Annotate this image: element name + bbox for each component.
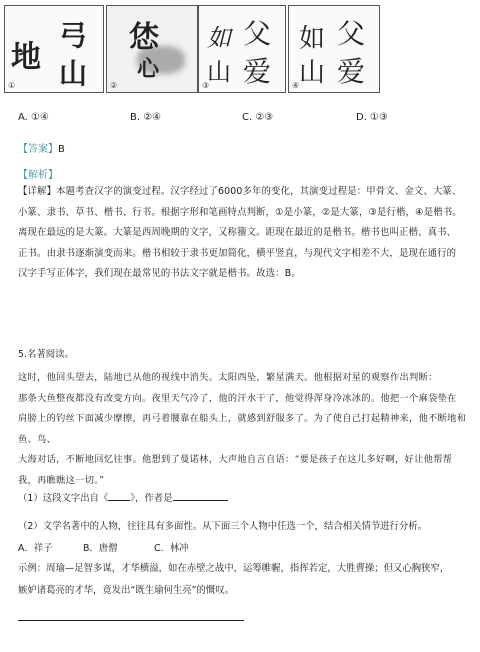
- panel2-glyph-mid: 心: [137, 56, 160, 82]
- detail-line: 【详解】本题考查汉字的演变过程。汉字经过了6000多年的变化，其演变过程是：甲骨文、金文、大篆、: [18, 186, 462, 197]
- panel4-glyph-3: 爱: [337, 55, 366, 88]
- author-blank[interactable]: [173, 491, 228, 501]
- calligraphy-panel-1: [4, 5, 104, 93]
- book-title-blank[interactable]: [108, 491, 130, 501]
- sub1-prefix: （1）这段文字出自《: [18, 493, 109, 504]
- panel3-glyph-2: 如: [207, 24, 231, 52]
- passage-line: 这时，他回头望去，陆地已从他的视线中消失。太阳西坠，繁星满天。他根据对星的观察作出判断：: [18, 372, 438, 383]
- detail-paragraph: [18, 182, 478, 285]
- answer-blank-line[interactable]: [18, 620, 244, 621]
- panel4-glyph-2: 如: [299, 24, 326, 54]
- panel3-glyph-1: 父: [243, 17, 272, 50]
- passage-line: 大海对话，不断地回忆往事。他想到了曼诺林，大声地自言自语：“要是孩子在这儿多好啊，好让他帮帮: [18, 454, 453, 465]
- calligraphy-panel-2: [106, 5, 198, 93]
- answer-tag: 【答案】: [18, 144, 58, 155]
- option-a: A. ①④: [18, 112, 49, 123]
- detail-line: 小篆、隶书、草书、楷书、行书。根据字形和笔画特点判断，①是小篆，②是大篆，③是行楷，④是楷书。: [18, 206, 462, 218]
- passage-line: 肩膀上的钓丝下面减少摩擦，再弓着腰靠在船头上，就感到舒服多了。为了使自己打起精神来，他不断地和鱼、鸟、: [18, 413, 467, 445]
- choice-b: B．唐僧: [82, 543, 118, 554]
- question5-passage: [18, 368, 478, 491]
- choice-a: A．祥子: [18, 543, 53, 554]
- detail-line: 正书。由隶书逐渐演变而来。楷书相较于隶书更加简化，横平竖直，与现代文字相差不大，是现在通行的: [18, 247, 457, 259]
- panel1-glyph-top: 弓: [59, 19, 88, 52]
- example-answer: [18, 558, 478, 602]
- panel2-glyph-top: 恷: [129, 20, 159, 55]
- panel3-glyph-4: 山: [207, 58, 231, 86]
- sub1-mid: 》，作者是: [130, 493, 173, 504]
- analysis-tag: 【解析】: [18, 170, 58, 181]
- sub-question-2: （2）文学名著中的人物，往往具有多面性。从下面三个人物中任选一个，结合相关情节进行分析。: [18, 521, 428, 532]
- question5-heading: 5.名著阅读。: [18, 349, 74, 360]
- answer-line: [18, 140, 65, 155]
- option-b: B. ②④: [130, 112, 162, 123]
- option-c: C. ②③: [242, 112, 274, 123]
- example-line: 示例：周瑜—足智多谋，才华横溢，如在赤壁之战中，运筹帷幄，指挥若定，大胜曹操；但又心胸狭窄，: [18, 563, 450, 574]
- choice-c: C．林冲: [153, 543, 189, 554]
- calligraphy-panel-4: [288, 5, 380, 93]
- panel3-number: ③: [202, 81, 210, 90]
- option-d: D. ①③: [356, 112, 388, 123]
- passage-line: 那条大鱼整夜都没有改变方向。夜里天气冷了，他的汗水干了，他觉得浑身冷冰冰的。他把一个麻袋垫在: [18, 392, 457, 404]
- panel4-glyph-4: 山: [299, 58, 326, 88]
- panel4-number: ④: [292, 81, 300, 90]
- character-choices: [18, 540, 318, 554]
- panel1-number: ①: [8, 81, 16, 90]
- panel1-glyph-left: 地: [11, 40, 41, 75]
- panel3-glyph-3: 爱: [243, 55, 272, 88]
- panel1-glyph-right: 山: [59, 57, 88, 90]
- answer-value: B: [58, 144, 65, 155]
- panel2-number: ②: [110, 81, 118, 90]
- detail-line: 离现在最远的是大篆。大篆是西周晚期的文字，又称籀文。距现在最近的是楷书。楷书也叫正楷、真书、: [18, 227, 457, 238]
- detail-line: 汉字手写正体字，我们现在最常见的书法文字就是楷书。故选：B。: [18, 268, 301, 279]
- passage-line: 我，再瞧瞧这一切。”: [18, 474, 105, 486]
- sub-question-1: [18, 490, 228, 504]
- example-line: 嫉妒诸葛亮的才华，竟发出“既生瑜何生亮”的慨叹。: [18, 585, 234, 596]
- panel4-glyph-1: 父: [337, 17, 366, 50]
- calligraphy-panel-3: [198, 5, 286, 93]
